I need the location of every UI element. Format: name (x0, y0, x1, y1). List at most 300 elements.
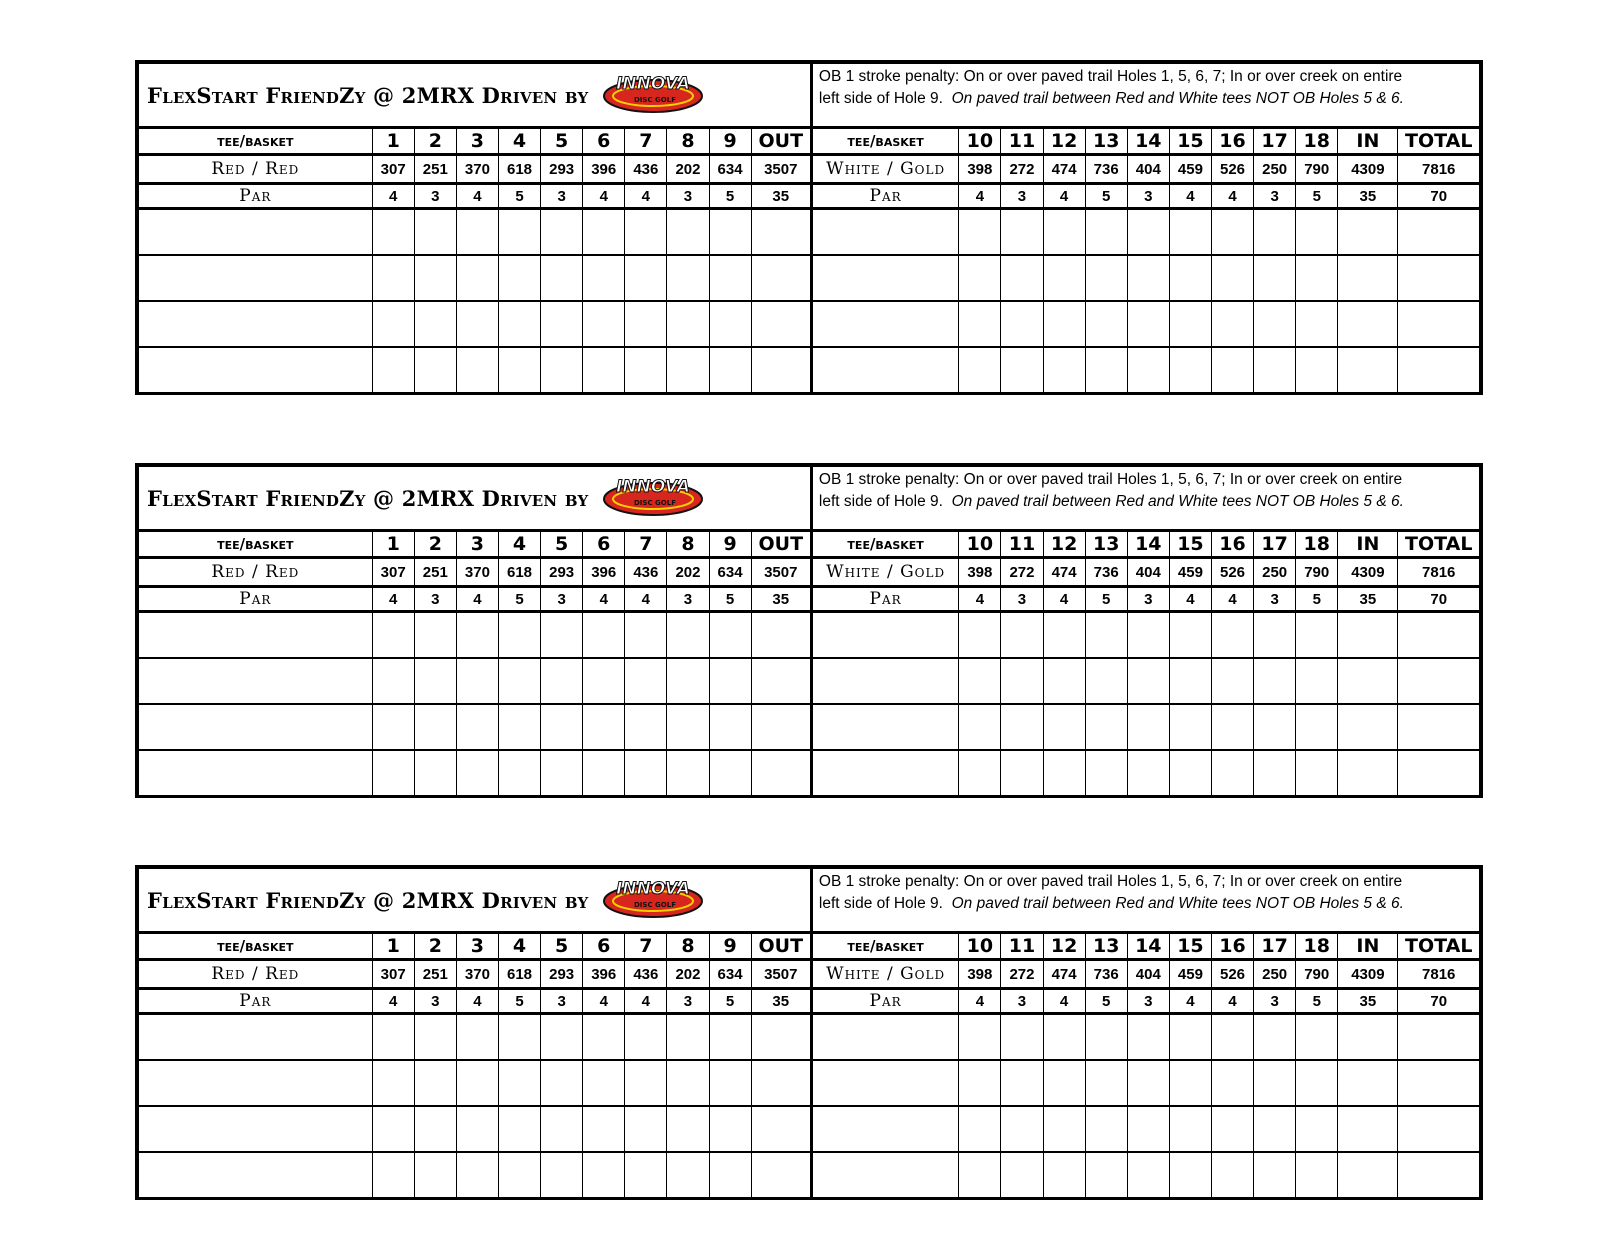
in-score-cell[interactable] (1338, 750, 1398, 795)
score-cell[interactable] (1296, 255, 1338, 301)
score-cell[interactable] (709, 612, 751, 659)
player-name-cell[interactable] (811, 209, 958, 256)
total-score-cell[interactable] (1398, 750, 1480, 795)
score-cell[interactable] (667, 1014, 709, 1061)
score-cell[interactable] (1085, 301, 1127, 347)
score-cell[interactable] (414, 255, 456, 301)
score-cell[interactable] (709, 209, 751, 256)
out-par: 35 (751, 184, 811, 209)
score-cell[interactable] (959, 1106, 1001, 1152)
score-cell[interactable] (625, 255, 667, 301)
out-score-cell[interactable] (751, 750, 811, 795)
score-cell[interactable] (1127, 255, 1169, 301)
score-cell[interactable] (1211, 1152, 1253, 1197)
score-cell[interactable] (372, 301, 414, 347)
score-cell[interactable] (541, 1014, 583, 1061)
score-cell[interactable] (1001, 301, 1043, 347)
score-cell[interactable] (583, 1014, 625, 1061)
score-cell[interactable] (625, 612, 667, 659)
score-cell[interactable] (498, 704, 540, 750)
player-name-cell[interactable] (139, 658, 373, 704)
out-score-cell[interactable] (751, 704, 811, 750)
score-cell[interactable] (709, 1106, 751, 1152)
score-cell[interactable] (1127, 1152, 1169, 1197)
score-cell[interactable] (1043, 704, 1085, 750)
score-cell[interactable] (1296, 1014, 1338, 1061)
score-cell[interactable] (1211, 301, 1253, 347)
score-cell[interactable] (959, 1060, 1001, 1106)
score-cell[interactable] (583, 704, 625, 750)
score-cell[interactable] (625, 1060, 667, 1106)
score-cell[interactable] (709, 658, 751, 704)
score-cell[interactable] (667, 255, 709, 301)
score-cell[interactable] (414, 1060, 456, 1106)
score-cell[interactable] (1296, 1106, 1338, 1152)
score-cell[interactable] (456, 658, 498, 704)
score-cell[interactable] (1127, 750, 1169, 795)
score-cell[interactable] (414, 209, 456, 256)
score-cell[interactable] (1001, 704, 1043, 750)
total-score-cell[interactable] (1398, 658, 1480, 704)
player-row[interactable] (139, 612, 1480, 659)
score-cell[interactable] (1169, 704, 1211, 750)
score-cell[interactable] (414, 704, 456, 750)
score-cell[interactable] (1127, 301, 1169, 347)
score-cell[interactable] (1254, 301, 1296, 347)
score-cell[interactable] (959, 301, 1001, 347)
score-cell[interactable] (1169, 347, 1211, 392)
score-cell[interactable] (456, 209, 498, 256)
scorecard (135, 463, 1483, 798)
score-cell[interactable] (498, 301, 540, 347)
score-cell[interactable] (498, 347, 540, 392)
in-score-cell[interactable] (1338, 209, 1398, 256)
score-cell[interactable] (1296, 1060, 1338, 1106)
total-score-cell[interactable] (1398, 612, 1480, 659)
in-score-cell[interactable] (1338, 704, 1398, 750)
score-cell[interactable] (541, 1060, 583, 1106)
score-cell[interactable] (583, 209, 625, 256)
score-cell[interactable] (498, 1106, 540, 1152)
score-cell[interactable] (1296, 658, 1338, 704)
score-cell[interactable] (1043, 347, 1085, 392)
score-cell[interactable] (414, 1152, 456, 1197)
score-cell[interactable] (583, 1060, 625, 1106)
total-par: 70 (1398, 989, 1480, 1014)
score-cell[interactable] (541, 704, 583, 750)
player-name-cell[interactable] (139, 704, 373, 750)
score-cell[interactable] (959, 347, 1001, 392)
hole-par: 5 (709, 989, 751, 1014)
player-name-cell[interactable] (811, 658, 958, 704)
score-cell[interactable] (1211, 750, 1253, 795)
score-cell[interactable] (959, 704, 1001, 750)
hole-number: 15 (1169, 933, 1211, 960)
score-cell[interactable] (498, 209, 540, 256)
out-score-cell[interactable] (751, 1060, 811, 1106)
in-score-cell[interactable] (1338, 612, 1398, 659)
player-name-cell[interactable] (811, 347, 958, 392)
score-cell[interactable] (583, 750, 625, 795)
score-cell[interactable] (541, 750, 583, 795)
hole-distance: 736 (1085, 155, 1127, 184)
score-cell[interactable] (541, 1152, 583, 1197)
score-cell[interactable] (1085, 347, 1127, 392)
score-cell[interactable] (1254, 255, 1296, 301)
score-cell[interactable] (1211, 347, 1253, 392)
score-cell[interactable] (1085, 704, 1127, 750)
out-score-cell[interactable] (751, 255, 811, 301)
in-score-cell[interactable] (1338, 1060, 1398, 1106)
score-cell[interactable] (1296, 347, 1338, 392)
score-cell[interactable] (709, 1060, 751, 1106)
score-cell[interactable] (541, 209, 583, 256)
score-cell[interactable] (667, 1106, 709, 1152)
score-cell[interactable] (709, 255, 751, 301)
score-cell[interactable] (1296, 704, 1338, 750)
score-cell[interactable] (1169, 1152, 1211, 1197)
score-cell[interactable] (498, 1014, 540, 1061)
total-score-cell[interactable] (1398, 1014, 1480, 1061)
score-cell[interactable] (1085, 209, 1127, 256)
score-cell[interactable] (1211, 704, 1253, 750)
score-cell[interactable] (709, 301, 751, 347)
score-cell[interactable] (1254, 1106, 1296, 1152)
total-score-cell[interactable] (1398, 255, 1480, 301)
out-label: OUT (751, 531, 811, 558)
score-cell[interactable] (372, 1152, 414, 1197)
score-cell[interactable] (498, 1152, 540, 1197)
score-cell[interactable] (1043, 750, 1085, 795)
out-score-cell[interactable] (751, 1106, 811, 1152)
score-cell[interactable] (959, 255, 1001, 301)
in-score-cell[interactable] (1338, 1106, 1398, 1152)
player-name-cell[interactable] (139, 1060, 373, 1106)
score-cell[interactable] (583, 1106, 625, 1152)
score-cell[interactable] (1254, 612, 1296, 659)
score-cell[interactable] (1043, 1106, 1085, 1152)
score-cell[interactable] (625, 301, 667, 347)
score-cell[interactable] (959, 1152, 1001, 1197)
score-cell[interactable] (1085, 1106, 1127, 1152)
score-cell[interactable] (1254, 209, 1296, 256)
player-name-cell[interactable] (139, 1014, 373, 1061)
score-cell[interactable] (1211, 612, 1253, 659)
score-cell[interactable] (372, 255, 414, 301)
out-score-cell[interactable] (751, 658, 811, 704)
score-cell[interactable] (1169, 612, 1211, 659)
score-cell[interactable] (498, 658, 540, 704)
score-cell[interactable] (583, 347, 625, 392)
score-cell[interactable] (1169, 750, 1211, 795)
score-cell[interactable] (1169, 1014, 1211, 1061)
player-name-cell[interactable] (139, 347, 373, 392)
score-cell[interactable] (1001, 209, 1043, 256)
score-cell[interactable] (1211, 1014, 1253, 1061)
score-cell[interactable] (625, 658, 667, 704)
score-cell[interactable] (498, 750, 540, 795)
score-cell[interactable] (1296, 301, 1338, 347)
score-cell[interactable] (456, 301, 498, 347)
player-name-cell[interactable] (811, 1152, 958, 1197)
score-cell[interactable] (456, 1014, 498, 1061)
score-cell[interactable] (1254, 1152, 1296, 1197)
score-cell[interactable] (1254, 1060, 1296, 1106)
score-cell[interactable] (667, 1152, 709, 1197)
score-cell[interactable] (959, 612, 1001, 659)
player-name-cell[interactable] (811, 301, 958, 347)
score-cell[interactable] (1169, 1106, 1211, 1152)
player-name-cell[interactable] (811, 1106, 958, 1152)
player-row[interactable] (139, 347, 1480, 392)
score-cell[interactable] (541, 301, 583, 347)
score-cell[interactable] (583, 612, 625, 659)
score-cell[interactable] (1127, 209, 1169, 256)
in-score-cell[interactable] (1338, 658, 1398, 704)
player-name-cell[interactable] (139, 301, 373, 347)
score-cell[interactable] (1296, 612, 1338, 659)
score-cell[interactable] (1296, 209, 1338, 256)
player-row[interactable] (139, 255, 1480, 301)
score-cell[interactable] (1001, 347, 1043, 392)
score-cell[interactable] (667, 658, 709, 704)
score-cell[interactable] (625, 347, 667, 392)
player-name-cell[interactable] (811, 612, 958, 659)
score-cell[interactable] (1254, 347, 1296, 392)
total-score-cell[interactable] (1398, 209, 1480, 256)
score-cell[interactable] (1085, 1060, 1127, 1106)
total-distance: 7816 (1398, 960, 1480, 989)
score-cell[interactable] (709, 750, 751, 795)
total-score-cell[interactable] (1398, 1060, 1480, 1106)
score-cell[interactable] (456, 1106, 498, 1152)
total-score-cell[interactable] (1398, 301, 1480, 347)
in-score-cell[interactable] (1338, 1152, 1398, 1197)
score-cell[interactable] (1127, 1014, 1169, 1061)
score-cell[interactable] (1127, 347, 1169, 392)
card-header (139, 64, 812, 128)
score-cell[interactable] (1169, 301, 1211, 347)
score-cell[interactable] (1043, 301, 1085, 347)
in-score-cell[interactable] (1338, 1014, 1398, 1061)
score-cell[interactable] (1211, 1060, 1253, 1106)
out-score-cell[interactable] (751, 301, 811, 347)
total-score-cell[interactable] (1398, 347, 1480, 392)
score-cell[interactable] (372, 612, 414, 659)
player-row[interactable] (139, 1106, 1480, 1152)
score-cell[interactable] (1043, 1152, 1085, 1197)
score-cell[interactable] (667, 301, 709, 347)
score-cell[interactable] (1085, 612, 1127, 659)
score-cell[interactable] (667, 209, 709, 256)
score-cell[interactable] (414, 347, 456, 392)
score-cell[interactable] (372, 1060, 414, 1106)
score-cell[interactable] (959, 1014, 1001, 1061)
score-cell[interactable] (1211, 255, 1253, 301)
player-row[interactable] (139, 1014, 1480, 1061)
score-cell[interactable] (1001, 1014, 1043, 1061)
score-cell[interactable] (959, 750, 1001, 795)
score-cell[interactable] (959, 658, 1001, 704)
total-score-cell[interactable] (1398, 704, 1480, 750)
out-score-cell[interactable] (751, 347, 811, 392)
score-cell[interactable] (583, 1152, 625, 1197)
out-score-cell[interactable] (751, 1152, 811, 1197)
player-row[interactable] (139, 1152, 1480, 1197)
player-row[interactable] (139, 704, 1480, 750)
score-cell[interactable] (625, 1014, 667, 1061)
score-cell[interactable] (456, 347, 498, 392)
out-score-cell[interactable] (751, 1014, 811, 1061)
score-cell[interactable] (456, 750, 498, 795)
score-cell[interactable] (414, 750, 456, 795)
total-score-cell[interactable] (1398, 1106, 1480, 1152)
player-name-cell[interactable] (139, 255, 373, 301)
score-cell[interactable] (1127, 658, 1169, 704)
score-cell[interactable] (1254, 1014, 1296, 1061)
player-name-cell[interactable] (811, 750, 958, 795)
player-name-cell[interactable] (139, 1106, 373, 1152)
score-cell[interactable] (1043, 612, 1085, 659)
score-cell[interactable] (1043, 1014, 1085, 1061)
score-cell[interactable] (414, 658, 456, 704)
score-cell[interactable] (414, 1014, 456, 1061)
score-cell[interactable] (1085, 750, 1127, 795)
score-cell[interactable] (1169, 209, 1211, 256)
player-name-cell[interactable] (139, 209, 373, 256)
in-score-cell[interactable] (1338, 301, 1398, 347)
score-cell[interactable] (456, 255, 498, 301)
score-cell[interactable] (372, 704, 414, 750)
score-cell[interactable] (1001, 1152, 1043, 1197)
score-cell[interactable] (1085, 658, 1127, 704)
score-cell[interactable] (709, 704, 751, 750)
score-cell[interactable] (1043, 209, 1085, 256)
score-cell[interactable] (1127, 1060, 1169, 1106)
score-cell[interactable] (709, 1014, 751, 1061)
ob-notes-line2 (819, 893, 1473, 915)
score-cell[interactable] (1254, 750, 1296, 795)
score-cell[interactable] (583, 658, 625, 704)
score-cell[interactable] (1211, 1106, 1253, 1152)
score-cell[interactable] (959, 209, 1001, 256)
player-row[interactable] (139, 1060, 1480, 1106)
out-score-cell[interactable] (751, 209, 811, 256)
score-cell[interactable] (1085, 255, 1127, 301)
score-cell[interactable] (372, 347, 414, 392)
score-cell[interactable] (1296, 1152, 1338, 1197)
score-cell[interactable] (1043, 658, 1085, 704)
score-cell[interactable] (498, 612, 540, 659)
score-cell[interactable] (456, 704, 498, 750)
score-cell[interactable] (456, 1152, 498, 1197)
score-cell[interactable] (456, 1060, 498, 1106)
score-cell[interactable] (1085, 1152, 1127, 1197)
score-cell[interactable] (667, 750, 709, 795)
score-cell[interactable] (1254, 658, 1296, 704)
score-cell[interactable] (667, 1060, 709, 1106)
score-cell[interactable] (625, 750, 667, 795)
score-cell[interactable] (1001, 255, 1043, 301)
in-score-cell[interactable] (1338, 347, 1398, 392)
score-cell[interactable] (1211, 658, 1253, 704)
score-cell[interactable] (667, 704, 709, 750)
score-cell[interactable] (1001, 750, 1043, 795)
score-cell[interactable] (1169, 1060, 1211, 1106)
player-name-cell[interactable] (811, 1014, 958, 1061)
score-cell[interactable] (1001, 612, 1043, 659)
score-cell[interactable] (498, 1060, 540, 1106)
score-cell[interactable] (1169, 255, 1211, 301)
score-cell[interactable] (709, 347, 751, 392)
score-cell[interactable] (1169, 658, 1211, 704)
score-cell[interactable] (541, 658, 583, 704)
score-cell[interactable] (1127, 704, 1169, 750)
score-cell[interactable] (372, 209, 414, 256)
score-cell[interactable] (625, 704, 667, 750)
score-cell[interactable] (625, 1152, 667, 1197)
player-name-cell[interactable] (139, 1152, 373, 1197)
player-name-cell[interactable] (811, 1060, 958, 1106)
player-row[interactable] (139, 209, 1480, 256)
in-score-cell[interactable] (1338, 255, 1398, 301)
score-cell[interactable] (414, 301, 456, 347)
score-cell[interactable] (498, 255, 540, 301)
score-cell[interactable] (625, 209, 667, 256)
score-cell[interactable] (372, 750, 414, 795)
score-cell[interactable] (372, 1014, 414, 1061)
score-cell[interactable] (1043, 255, 1085, 301)
score-cell[interactable] (709, 1152, 751, 1197)
score-cell[interactable] (1127, 612, 1169, 659)
hole-distance: 370 (456, 960, 498, 989)
score-cell[interactable] (667, 612, 709, 659)
total-score-cell[interactable] (1398, 1152, 1480, 1197)
score-cell[interactable] (1211, 209, 1253, 256)
player-name-cell[interactable] (811, 255, 958, 301)
score-cell[interactable] (1001, 658, 1043, 704)
out-score-cell[interactable] (751, 612, 811, 659)
player-name-cell[interactable] (139, 612, 373, 659)
score-cell[interactable] (625, 1106, 667, 1152)
player-name-cell[interactable] (811, 704, 958, 750)
score-cell[interactable] (456, 612, 498, 659)
score-cell[interactable] (541, 347, 583, 392)
score-cell[interactable] (1043, 1060, 1085, 1106)
score-cell[interactable] (583, 301, 625, 347)
player-name-cell[interactable] (139, 750, 373, 795)
score-cell[interactable] (372, 658, 414, 704)
score-cell[interactable] (1085, 1014, 1127, 1061)
score-cell[interactable] (667, 347, 709, 392)
score-cell[interactable] (414, 612, 456, 659)
player-row[interactable] (139, 658, 1480, 704)
player-row[interactable] (139, 750, 1480, 795)
score-cell[interactable] (372, 1106, 414, 1152)
score-cell[interactable] (1254, 704, 1296, 750)
score-cell[interactable] (541, 612, 583, 659)
score-cell[interactable] (1127, 1106, 1169, 1152)
hole-distance: 202 (667, 155, 709, 184)
player-row[interactable] (139, 301, 1480, 347)
score-cell[interactable] (414, 1106, 456, 1152)
score-cell[interactable] (541, 255, 583, 301)
score-cell[interactable] (541, 1106, 583, 1152)
score-cell[interactable] (1001, 1106, 1043, 1152)
score-cell[interactable] (1001, 1060, 1043, 1106)
score-cell[interactable] (583, 255, 625, 301)
score-cell[interactable] (1296, 750, 1338, 795)
